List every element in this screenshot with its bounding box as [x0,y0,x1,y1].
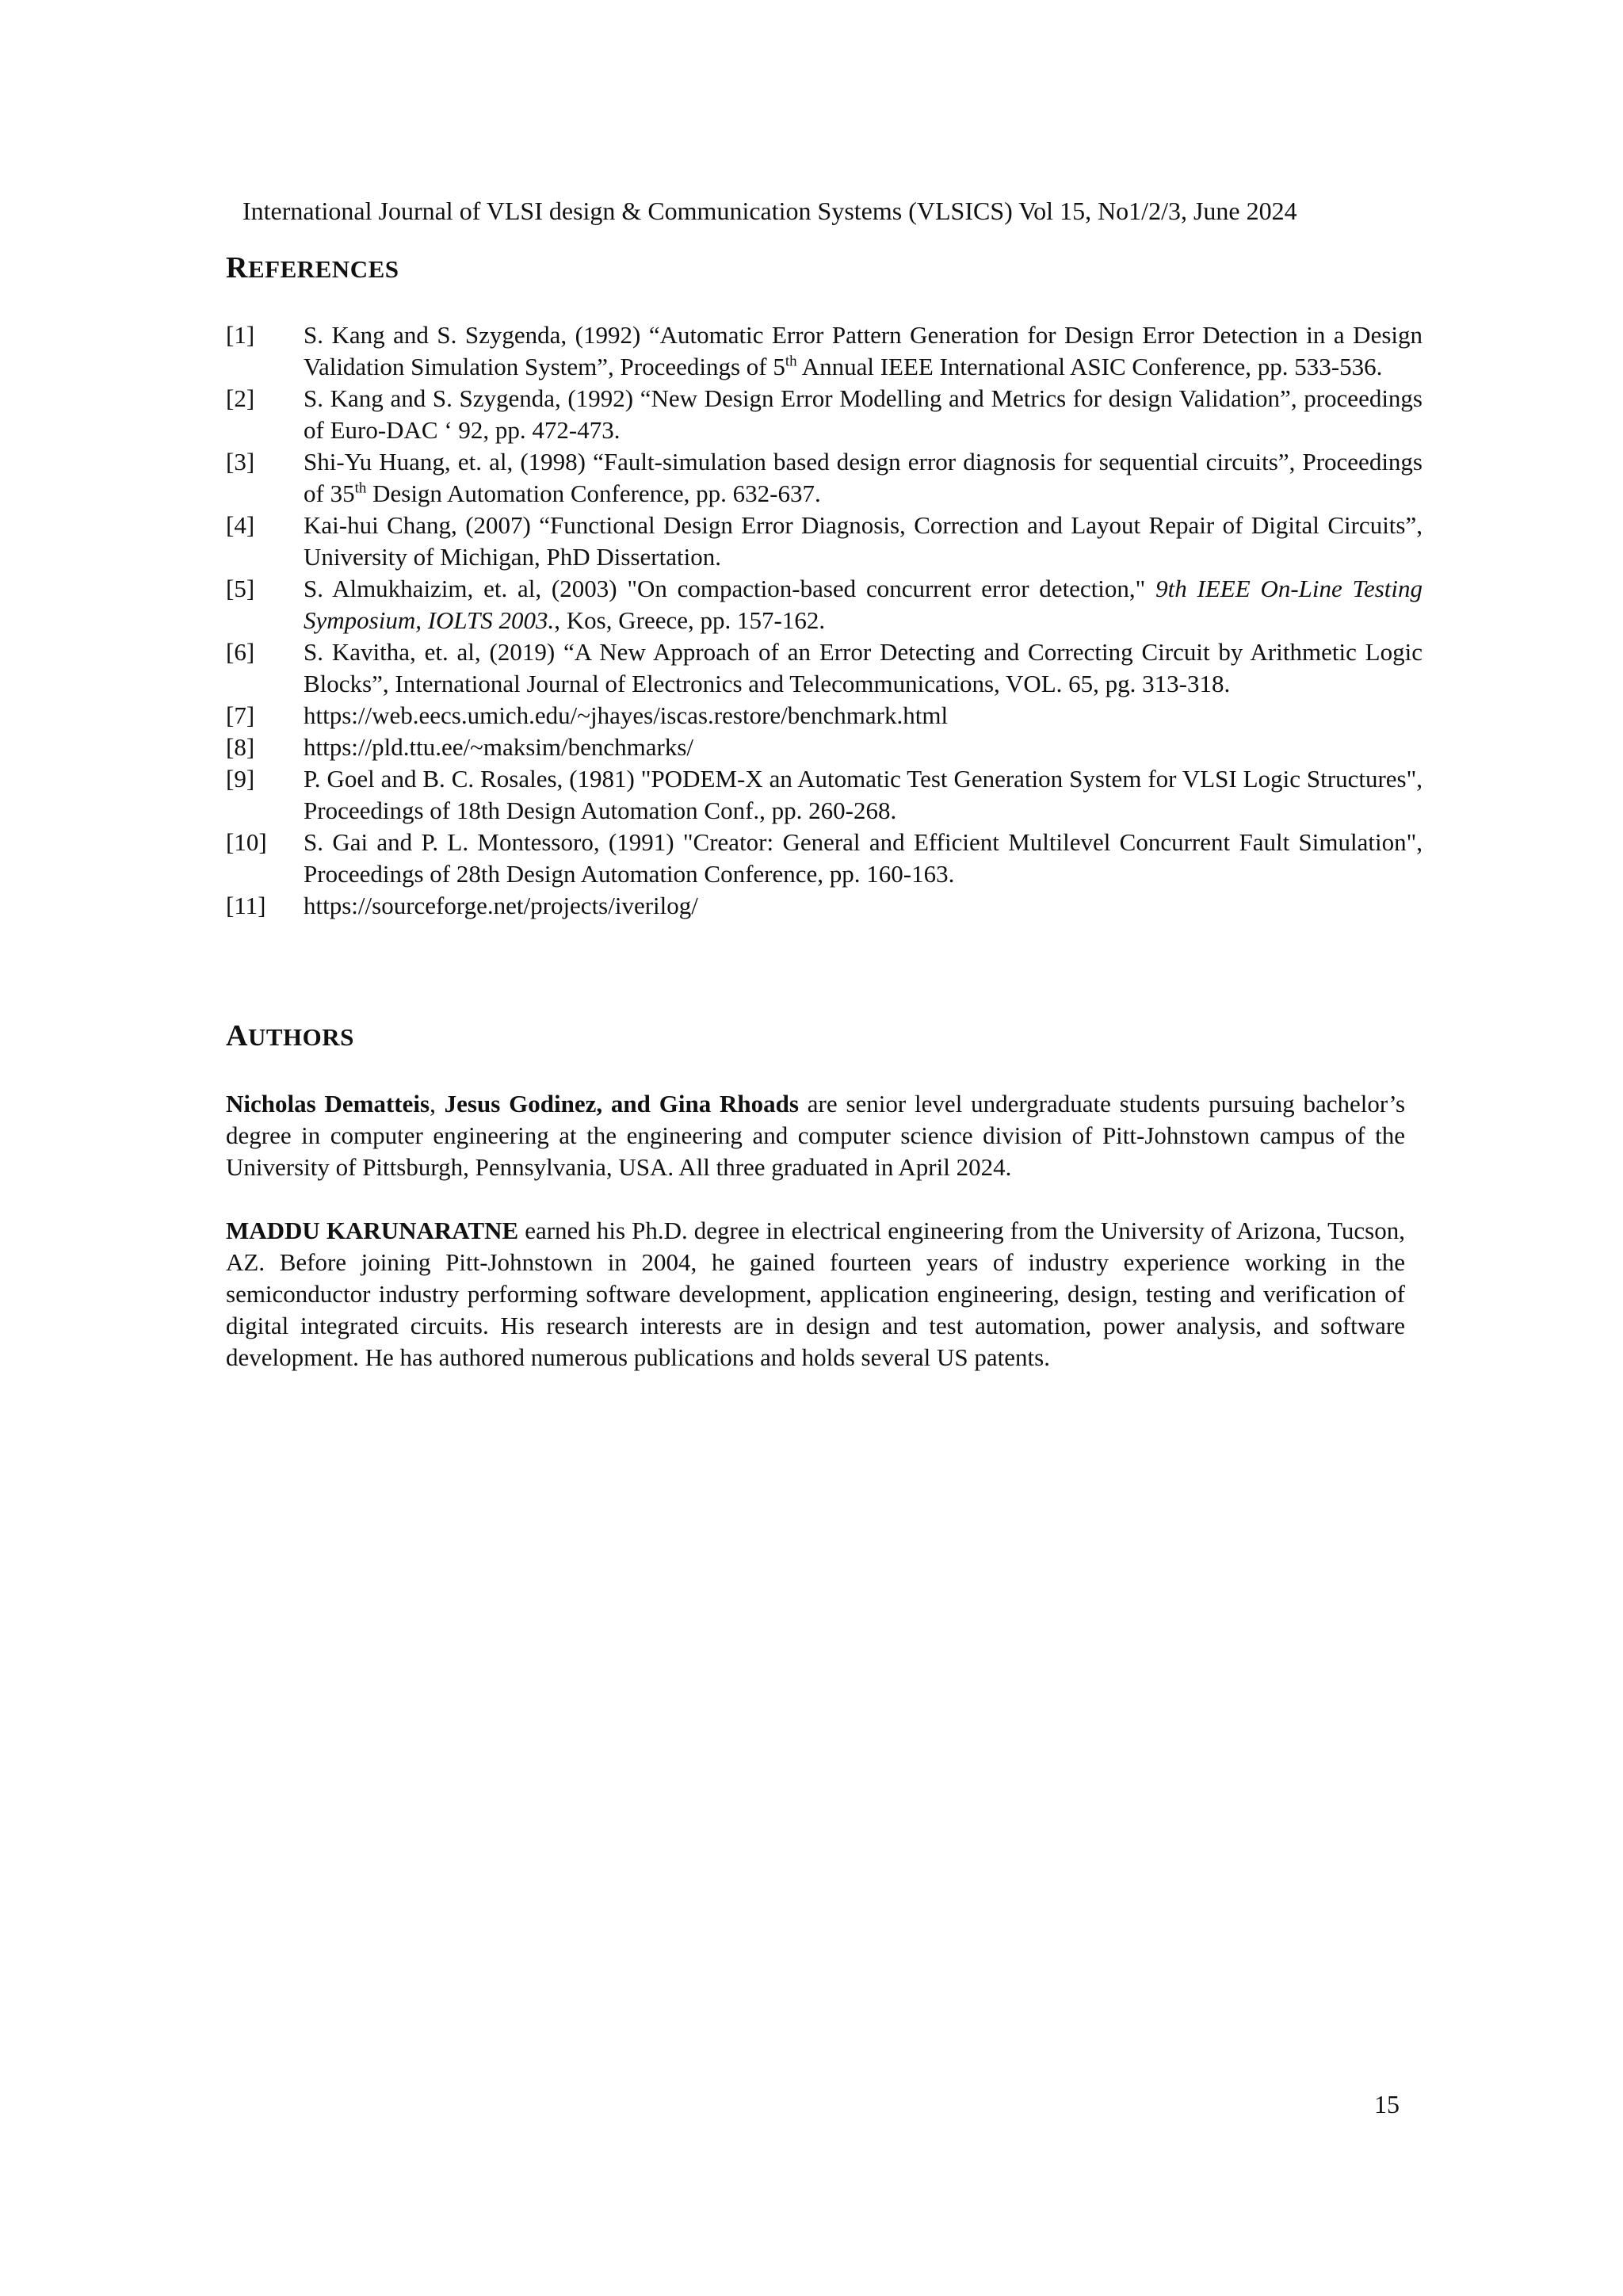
author-bio-karunaratne [226,1215,1405,1373]
reference-superscript: th [354,479,367,497]
references-heading-cap: R [226,251,248,285]
reference-item [226,510,1423,573]
reference-item [226,446,1423,510]
running-header: International Journal of VLSI design & Communication Systems (VLSICS) Vol 15, No1/2/3, June 2024 [242,197,1297,225]
reference-url: https://web.eecs.umich.edu/~jhayes/iscas.restore/benchmark.html [304,701,949,729]
reference-number: [1] [226,321,255,349]
reference-item [226,573,1423,636]
reference-number: [5] [226,575,255,602]
reference-text-end: Annual IEEE International ASIC Conference, pp. 533-536. [796,353,1383,380]
authors-heading [226,1018,354,1053]
reference-item [226,636,1423,700]
reference-item [226,763,1423,827]
reference-item [226,827,1423,890]
reference-text: S. Kang and S. Szygenda, (1992) “Automatic Error Pattern Generation for Design Error Detection in a Design Validation Simulation System”, Proceedings of 5 [304,321,1423,380]
reference-url: https://sourceforge.net/projects/iverilog/ [304,892,698,919]
author-name: MADDU KARUNARATNE [226,1217,519,1244]
reference-list [226,319,1423,922]
reference-number: [11] [226,892,266,919]
author-bio-students [226,1088,1405,1183]
author-name-separator: , [430,1090,445,1117]
page-number: 15 [1374,2090,1400,2118]
reference-text: S. Almukhaizim, et. al, (2003) "On compaction-based concurrent error detection," [304,575,1156,602]
reference-number: [8] [226,733,255,761]
reference-text: S. Kang and S. Szygenda, (1992) “New Design Error Modelling and Metrics for design Validation”, proceedings of Euro-DAC ‘ 92, pp. 472-473. [304,384,1423,444]
reference-text: Kai-hui Chang, (2007) “Functional Design Error Diagnosis, Correction and Layout Repair of Digital Circuits”, University of Michigan, PhD Dissertation. [304,511,1423,571]
references-heading [226,250,399,285]
author-name: Nicholas Dematteis [226,1090,430,1117]
reference-venue-italic: 9th IEEE On-Line Testing Symposium, IOLTS 2003. [304,575,1423,634]
reference-text-end: Design Automation Conference, pp. 632-637. [366,479,821,507]
reference-number: [6] [226,638,255,666]
reference-number: [2] [226,384,255,412]
reference-text: P. Goel and B. C. Rosales, (1981) "PODEM-X an Automatic Test Generation System for VLSI Logic Structures", Proceedings of 18th Design Automation Conf., pp. 260-268. [304,765,1423,824]
reference-item [226,732,1423,763]
reference-number: [4] [226,511,255,539]
authors-heading-rest: UTHORS [247,1023,354,1051]
reference-item [226,383,1423,446]
reference-text: S. Gai and P. L. Montessoro, (1991) "Creator: General and Efficient Multilevel Concurrent Fault Simulation", Proceedings of 28th Design Automation Conference, pp. 160-163. [304,828,1423,888]
reference-number: [9] [226,765,255,793]
author-names: Jesus Godinez, and Gina Rhoads [444,1090,799,1117]
reference-text: S. Kavitha, et. al, (2019) “A New Approach of an Error Detecting and Correcting Circuit by Arithmetic Logic Blocks”, International Journal of Electronics and Telecommunications, VOL. 65, pg. 313-318. [304,638,1423,697]
reference-url: https://pld.ttu.ee/~maksim/benchmarks/ [304,733,694,761]
reference-superscript: th [785,353,797,370]
reference-text: Shi-Yu Huang, et. al, (1998) “Fault-simulation based design error diagnosis for sequential circuits”, Proceedings of 35 [304,448,1423,507]
reference-text-end: , Kos, Greece, pp. 157-162. [554,606,826,634]
author-bio-text: are senior level undergraduate students pursuing bachelor’s degree in computer engineering at the engineering and computer science division of Pitt-Johnstown campus of the University of Pittsburgh, Pennsylvania, USA. All three graduated in April 2024. [226,1090,1406,1181]
reference-number: [3] [226,448,255,476]
author-bio-text: earned his Ph.D. degree in electrical engineering from the University of Arizona, Tucson, AZ. Before joining Pitt-Johnstown in 2004, he gained fourteen years of industry experience working in the semiconductor industry performing software development, application engineering, design, testing and verification of digital integrated circuits. His research interests are in design and test automation, power analysis, and software development. He has authored numerous publications and holds several US patents. [226,1217,1405,1371]
reference-item [226,700,1423,732]
reference-number: [7] [226,701,255,729]
reference-item [226,890,1423,922]
reference-number: [10] [226,828,267,856]
reference-item [226,319,1423,383]
references-heading-rest: EFERENCES [247,255,399,283]
authors-heading-cap: A [226,1019,248,1052]
